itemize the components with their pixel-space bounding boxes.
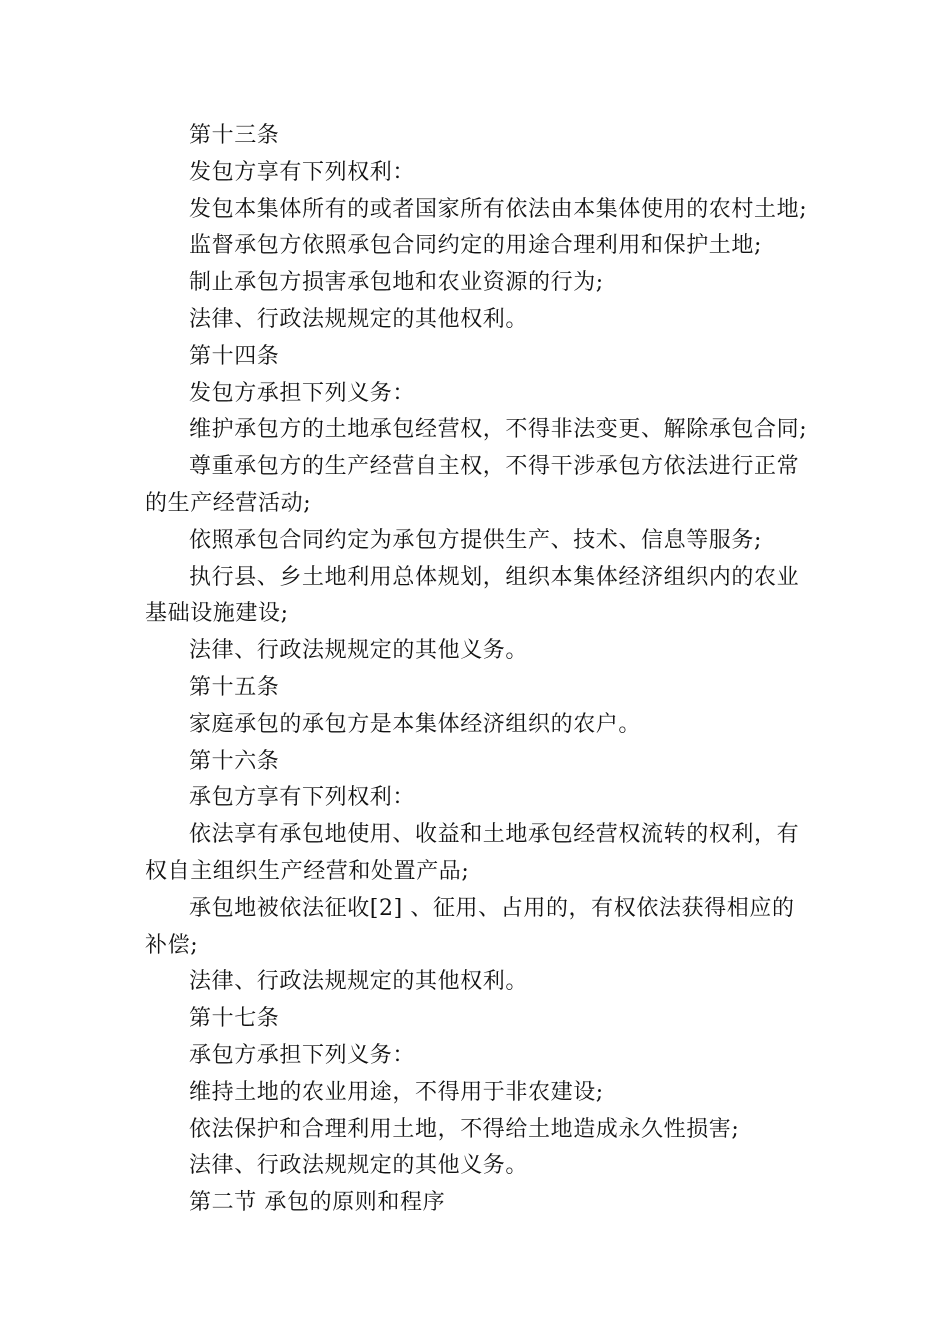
paragraph: 家庭承包的承包方是本集体经济组织的农户。	[189, 711, 642, 737]
paragraph: 发包方享有下列权利：	[189, 159, 416, 185]
paragraph: 发包方承担下列义务：	[189, 380, 416, 406]
article-heading-15: 第十五条	[189, 674, 280, 700]
paragraph: 制止承包方损害承包地和农业资源的行为;	[189, 270, 604, 296]
section-heading: 第二节 承包的原则和程序	[189, 1190, 446, 1216]
article-heading-17: 第十七条	[189, 1006, 280, 1032]
paragraph: 承包方承担下列义务：	[189, 1042, 416, 1068]
paragraph: 依法享有承包地使用、收益和土地承包经营权流转的权利，有权自主组织生产经营和处置产品;	[145, 822, 800, 884]
article-heading-14: 第十四条	[189, 343, 280, 369]
paragraph: 维护承包方的土地承包经营权，不得非法变更、解除承包合同;	[189, 417, 808, 443]
paragraph: 承包方享有下列权利：	[189, 785, 416, 811]
document-body	[145, 118, 810, 1222]
paragraph: 依照承包合同约定为承包方提供生产、技术、信息等服务;	[189, 527, 763, 553]
paragraph: 监督承包方依照承包合同约定的用途合理利用和保护土地;	[189, 233, 763, 259]
paragraph: 法律、行政法规规定的其他义务。	[189, 638, 529, 664]
paragraph: 维持土地的农业用途，不得用于非农建设;	[189, 1079, 604, 1105]
paragraph: 法律、行政法规规定的其他权利。	[189, 306, 529, 332]
paragraph: 执行县、乡土地利用总体规划，组织本集体经济组织内的农业基础设施建设;	[145, 564, 800, 627]
paragraph: 依法保护和合理利用土地，不得给土地造成永久性损害;	[189, 1116, 740, 1142]
article-heading-13: 第十三条	[189, 123, 280, 148]
paragraph: 承包地被依法征收[2] 、征用、占用的，有权依法获得相应的补偿;	[145, 895, 795, 958]
paragraph: 法律、行政法规规定的其他义务。	[189, 1153, 529, 1179]
article-heading-16: 第十六条	[189, 748, 280, 774]
paragraph: 尊重承包方的生产经营自主权，不得干涉承包方依法进行正常的生产经营活动;	[145, 454, 800, 516]
paragraph: 发包本集体所有的或者国家所有依法由本集体使用的农村土地;	[189, 196, 808, 222]
paragraph: 法律、行政法规规定的其他权利。	[189, 969, 529, 995]
